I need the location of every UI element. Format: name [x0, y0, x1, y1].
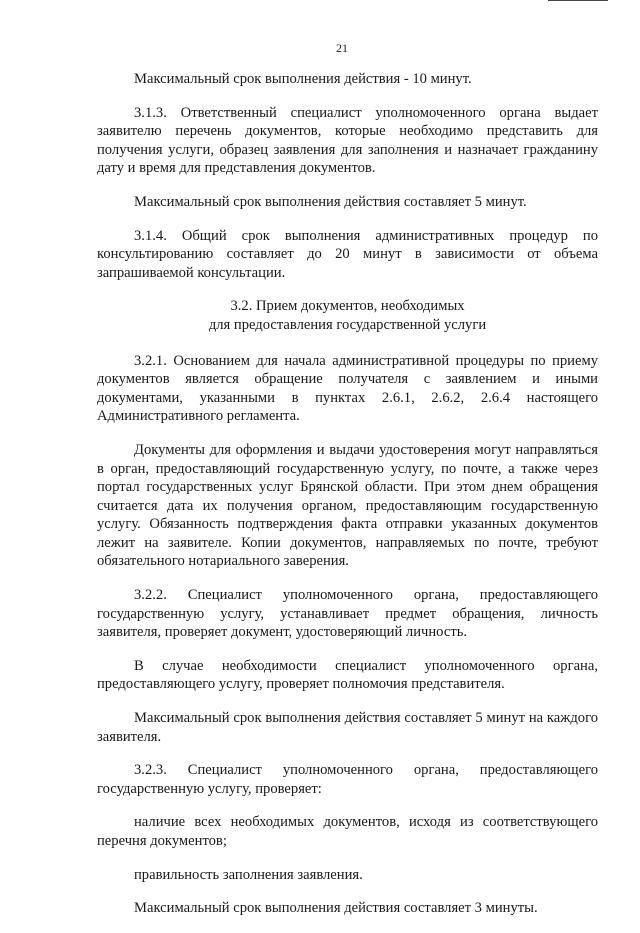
paragraph-max-time-per-applicant: Максимальный срок выполнения действия составляет 5 минут на каждого заявителя. — [97, 710, 598, 745]
paragraph-3-1-4: 3.1.4. Общий срок выполнения административных процедур по консультированию составляет до 20 минут в зависимости от объема запрашиваемой консультации. — [97, 227, 598, 281]
paragraph-3-2-3: 3.2.3. Специалист уполномоченного органа, предоставляющего государственную услугу, проверяет: — [97, 762, 598, 797]
page-number: 21 — [336, 41, 348, 55]
section-heading — [97, 297, 598, 334]
paragraph-3-2-1: 3.2.1. Основанием для начала административной процедуры по приему документов является обращение получателя с заявлением и иными документами, указанными в пунктах 2.6.1, 2.6.2, 2.6.4 настоящего Административного регламента. — [97, 352, 598, 425]
paragraph-representative: В случае необходимости специалист уполномоченного органа, предоставляющего услугу, проверяет полномочия представителя. — [97, 657, 598, 693]
section-heading-line-2: для предоставления государственной услуги — [208, 316, 487, 333]
paragraph-form-correctness: правильность заполнения заявления. — [134, 866, 363, 883]
paragraph-documents-present: наличие всех необходимых документов, исходя из соответствующего перечня документов; — [97, 814, 598, 849]
section-heading-line-1: 3.2. Прием документов, необходимых — [230, 298, 465, 315]
paragraph-3-1-3: 3.1.3. Ответственный специалист уполномоченного органа выдает заявителю перечень документов, которые необходимо представить для получения услуги, образец заявления для заполнения и назначает гражданину дату и время для представления документов. — [97, 104, 598, 177]
paragraph-max-time-3: Максимальный срок выполнения действия составляет 3 минуты. — [134, 900, 538, 917]
paragraph-3-2-2: 3.2.2. Специалист уполномоченного органа, предоставляющего государственную услугу, устанавливает предмет обращения, личность заявителя, проверяет документ, удостоверяющий личность. — [97, 587, 598, 641]
paragraph-max-time-5: Максимальный срок выполнения действия составляет 5 минут. — [134, 193, 527, 210]
scan-edge-line — [548, 0, 608, 1]
document-body — [97, 70, 598, 933]
paragraph-documents-mail: Документы для оформления и выдачи удостоверения могут направляться в орган, предоставляющий государственную услугу, по почте, а также через портал государственных услуг Брянской области. При этом днем обращения считается дата их получения органом, предоставляющим государственную услугу. Обязанность подтверждения факта отправки указанных документов лежит на заявителе. Копии документов, направляемых по почте, требуют обязательного нотариального заверения. — [97, 441, 598, 570]
paragraph-max-time-10: Максимальный срок выполнения действия - 10 минут. — [134, 71, 472, 87]
